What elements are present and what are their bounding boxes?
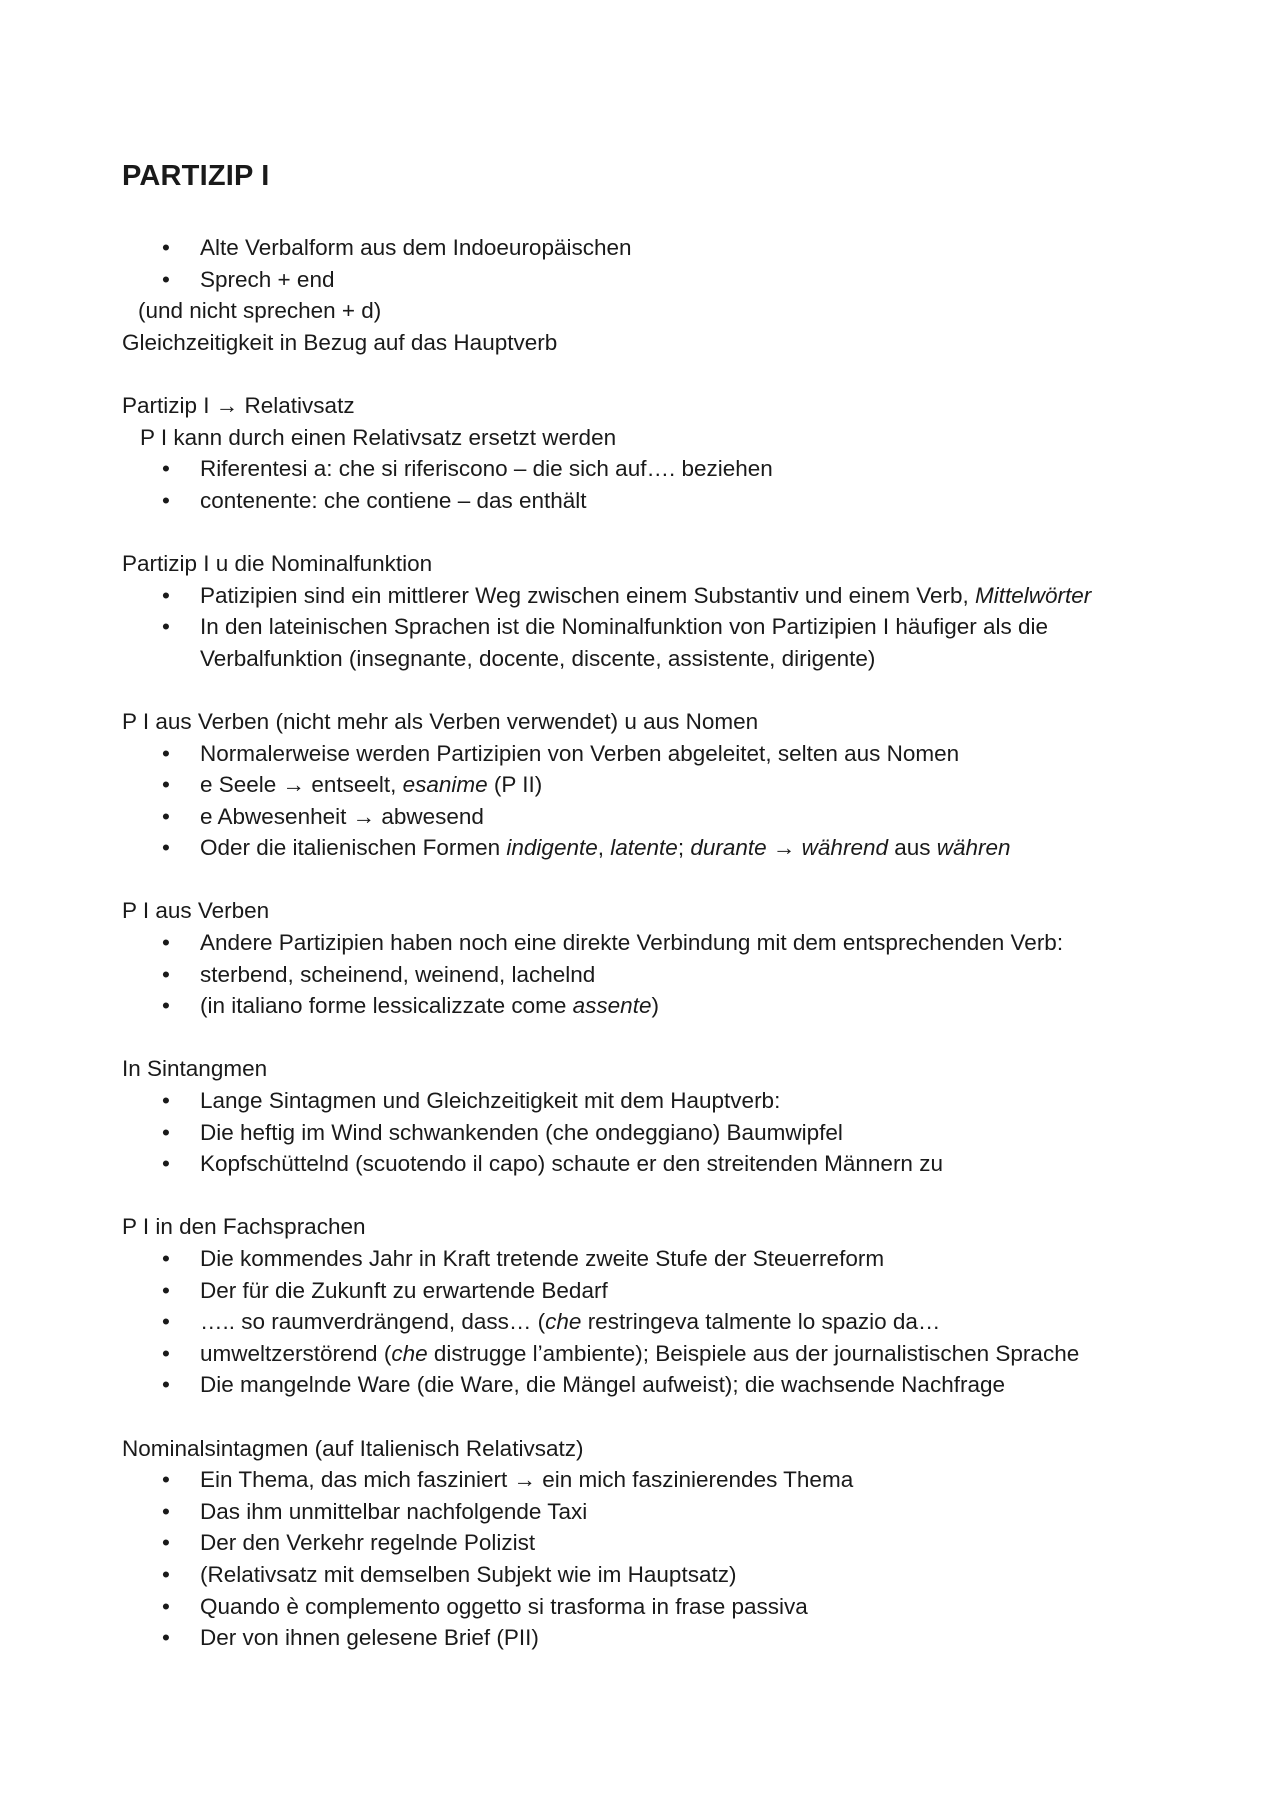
italic-text: währen xyxy=(936,835,1011,861)
list-item xyxy=(122,927,1182,959)
italic-text: während xyxy=(801,835,888,861)
list-item-text: Sprech + end xyxy=(200,266,335,292)
list-item-text xyxy=(200,772,542,797)
bullet-icon: • xyxy=(162,1372,170,1398)
list-item-text xyxy=(200,1151,943,1176)
text-segment: In den lateinischen Sprachen ist die Nominalfunktion von Partizipien I häufiger als die Verbalfunktion (insegnante, docente, discente, assistente, dirigente) xyxy=(200,614,1049,671)
list-item-text xyxy=(200,1467,853,1492)
section-heading: In Sintangmen xyxy=(122,1056,268,1082)
list-item-text xyxy=(200,993,659,1018)
bullet-icon: • xyxy=(162,1088,170,1114)
text-segment: Die mangelnde Ware (die Ware, die Mängel aufweist); die wachsende Nachfrage xyxy=(200,1372,1005,1398)
section-list xyxy=(122,453,1182,516)
list-item-text: Alte Verbalform aus dem Indoeuropäischen xyxy=(200,235,632,260)
list-item xyxy=(122,1527,1182,1559)
text-segment: Die heftig im Wind schwankenden (che ondeggiano) Baumwipfel xyxy=(200,1119,843,1145)
text-segment: sterbend, scheinend, weinend, lachelnd xyxy=(200,961,596,987)
bullet-icon: • xyxy=(162,740,170,766)
sections-container xyxy=(122,358,1182,1653)
bullet-icon: • xyxy=(162,1246,170,1271)
page-title: PARTIZIP I xyxy=(122,160,270,192)
bullet-icon: • xyxy=(162,1625,170,1651)
bullet-icon: • xyxy=(162,456,170,482)
bullet-icon: • xyxy=(162,772,170,798)
section-subline: P I kann durch einen Relativsatz ersetzt werden xyxy=(140,424,617,450)
bullet-icon: • xyxy=(162,1277,170,1303)
text-segment: contenente: che contiene – das enthält xyxy=(200,487,587,513)
bullet-icon: • xyxy=(162,1340,170,1366)
bullet-icon: • xyxy=(162,1498,170,1524)
document-page xyxy=(122,158,1182,1654)
bullet-icon: • xyxy=(162,1467,170,1493)
intro-list xyxy=(122,232,1182,295)
bullet-icon: • xyxy=(162,1309,170,1335)
text-segment: aus xyxy=(887,835,937,861)
bullet-icon: • xyxy=(162,266,170,292)
list-item-text xyxy=(200,1341,1079,1366)
bullet-icon: • xyxy=(162,1530,170,1556)
list-item xyxy=(122,769,1182,801)
text-segment: ) xyxy=(651,993,659,1019)
text-segment: Quando è complemento oggetto si trasforma in frase passiva xyxy=(200,1593,808,1619)
list-item xyxy=(122,832,1182,864)
section-list xyxy=(122,1085,1182,1180)
list-item xyxy=(122,1148,1182,1180)
text-segment: e Seele → entseelt, xyxy=(200,772,403,798)
list-item xyxy=(122,453,1182,485)
list-item xyxy=(122,1275,1182,1307)
list-item xyxy=(122,1369,1182,1401)
list-item xyxy=(122,1243,1182,1275)
text-segment: restringeva talmente lo spazio da… xyxy=(581,1309,941,1335)
text-segment: Lange Sintagmen und Gleichzeitigkeit mit dem Hauptverb: xyxy=(200,1088,781,1114)
text-segment: Ein Thema, das mich fasziniert → ein mich faszinierendes Thema xyxy=(200,1467,854,1493)
list-item xyxy=(122,611,1182,674)
section-heading: Nominalsintagmen (auf Italienisch Relativsatz) xyxy=(122,1435,584,1461)
bullet-icon: • xyxy=(162,235,170,260)
section-gap xyxy=(122,516,1182,548)
section-heading: P I aus Verben xyxy=(122,898,270,924)
list-item-text xyxy=(200,611,1100,674)
list-item-text xyxy=(200,804,484,829)
list-item xyxy=(122,232,1182,264)
text-segment: ; xyxy=(677,835,691,861)
italic-text: assente xyxy=(572,993,652,1019)
intro-line: Gleichzeitigkeit in Bezug auf das Hauptverb xyxy=(122,329,558,355)
list-item-text xyxy=(200,1562,736,1587)
bullet-icon: • xyxy=(162,1119,170,1145)
list-item-text xyxy=(200,488,587,513)
list-item-text xyxy=(200,1246,884,1271)
bullet-icon: • xyxy=(162,835,170,861)
italic-text: esanime xyxy=(402,772,488,798)
list-item xyxy=(122,1464,1182,1496)
list-item-text xyxy=(200,962,595,987)
list-item xyxy=(122,264,1182,296)
list-item xyxy=(122,1559,1182,1591)
list-item-text xyxy=(200,930,1063,955)
text-segment: Das ihm unmittelbar nachfolgende Taxi xyxy=(200,1498,588,1524)
bullet-icon: • xyxy=(162,803,170,829)
bullet-icon: • xyxy=(162,961,170,987)
text-segment: (Relativsatz mit demselben Subjekt wie im Hauptsatz) xyxy=(200,1561,737,1587)
section-list xyxy=(122,580,1182,675)
section-heading: P I in den Fachsprachen xyxy=(122,1214,366,1240)
list-item-text xyxy=(200,1625,539,1650)
list-item-text xyxy=(200,835,1011,860)
section-list xyxy=(122,927,1182,1022)
list-item xyxy=(122,990,1182,1022)
text-segment: , xyxy=(597,835,611,861)
list-item xyxy=(122,1338,1182,1370)
list-item-text xyxy=(200,1278,608,1303)
list-item-text xyxy=(200,741,959,766)
list-item xyxy=(122,959,1182,991)
section-gap xyxy=(122,1401,1182,1433)
text-segment: Die kommendes Jahr in Kraft tretende zweite Stufe der Steuerreform xyxy=(200,1246,885,1271)
list-item-text xyxy=(200,1088,780,1113)
text-segment: Kopfschüttelnd (scuotendo il capo) schaute er den streitenden Männern zu xyxy=(200,1151,943,1177)
text-segment: e Abwesenheit → abwesend xyxy=(200,803,484,829)
list-item xyxy=(122,1117,1182,1149)
list-item-text xyxy=(200,1594,808,1619)
list-item xyxy=(122,1496,1182,1528)
text-segment: Normalerweise werden Partizipien von Verben abgeleitet, selten aus Nomen xyxy=(200,740,960,766)
text-segment: distrugge l’ambiente); Beispiele aus der journalistischen Sprache xyxy=(427,1340,1080,1366)
list-item xyxy=(122,580,1182,612)
bullet-icon: • xyxy=(162,1151,170,1177)
text-segment: (P II) xyxy=(487,772,543,798)
text-segment: Oder die italienischen Formen xyxy=(200,835,507,861)
section-list xyxy=(122,738,1182,864)
section-heading: P I aus Verben (nicht mehr als Verben verwendet) u aus Nomen xyxy=(122,708,759,734)
italic-text: indigente xyxy=(506,835,598,861)
text-segment: (in italiano forme lessicalizzate come xyxy=(200,993,573,1019)
section-list xyxy=(122,1243,1182,1401)
list-item-text xyxy=(200,1372,1005,1397)
list-item-text xyxy=(200,456,773,481)
text-segment: Patizipien sind ein mittlerer Weg zwischen einem Substantiv und einem Verb, xyxy=(200,582,975,608)
italic-text: Mittelwörter xyxy=(974,582,1092,608)
list-item xyxy=(122,1306,1182,1338)
bullet-icon: • xyxy=(162,1593,170,1619)
list-item xyxy=(122,1622,1182,1654)
list-item-text xyxy=(200,583,1091,608)
text-segment: Riferentesi a: che si riferiscono – die sich auf…. beziehen xyxy=(200,456,773,482)
section-heading: Partizip I u die Nominalfunktion xyxy=(122,550,433,576)
text-segment: ….. so raumverdrängend, dass… ( xyxy=(200,1309,546,1335)
text-segment: Der für die Zukunft zu erwartende Bedarf xyxy=(200,1277,608,1303)
italic-text: che xyxy=(391,1340,428,1366)
bullet-icon: • xyxy=(162,487,170,513)
text-segment: → xyxy=(766,835,802,861)
bullet-icon: • xyxy=(162,930,170,956)
bullet-icon: • xyxy=(162,1561,170,1587)
list-item-text xyxy=(200,1120,843,1145)
list-item-text xyxy=(200,1530,535,1555)
text-segment: Andere Partizipien haben noch eine direkte Verbindung mit dem entsprechenden Verb: xyxy=(200,930,1064,956)
list-item-text xyxy=(200,1309,940,1334)
list-item xyxy=(122,1591,1182,1623)
text-segment: umweltzerstörend ( xyxy=(200,1340,392,1366)
italic-text: durante xyxy=(690,835,767,861)
list-item-text xyxy=(200,1499,587,1524)
italic-text: che xyxy=(545,1309,582,1335)
section-gap xyxy=(122,358,1182,390)
section-gap xyxy=(122,1180,1182,1212)
intro-note: (und nicht sprechen + d) xyxy=(138,298,382,324)
section-gap xyxy=(122,1022,1182,1054)
section-heading: Partizip I → Relativsatz xyxy=(122,392,355,418)
list-item xyxy=(122,801,1182,833)
text-segment: Der von ihnen gelesene Brief (PII) xyxy=(200,1625,539,1651)
section-gap xyxy=(122,674,1182,706)
italic-text: latente xyxy=(610,835,678,861)
list-item xyxy=(122,485,1182,517)
bullet-icon: • xyxy=(162,582,170,608)
section-gap xyxy=(122,864,1182,896)
list-item xyxy=(122,1085,1182,1117)
list-item xyxy=(122,738,1182,770)
bullet-icon: • xyxy=(162,614,170,640)
section-list xyxy=(122,1464,1182,1654)
text-segment: Der den Verkehr regelnde Polizist xyxy=(200,1530,536,1556)
bullet-icon: • xyxy=(162,993,170,1019)
